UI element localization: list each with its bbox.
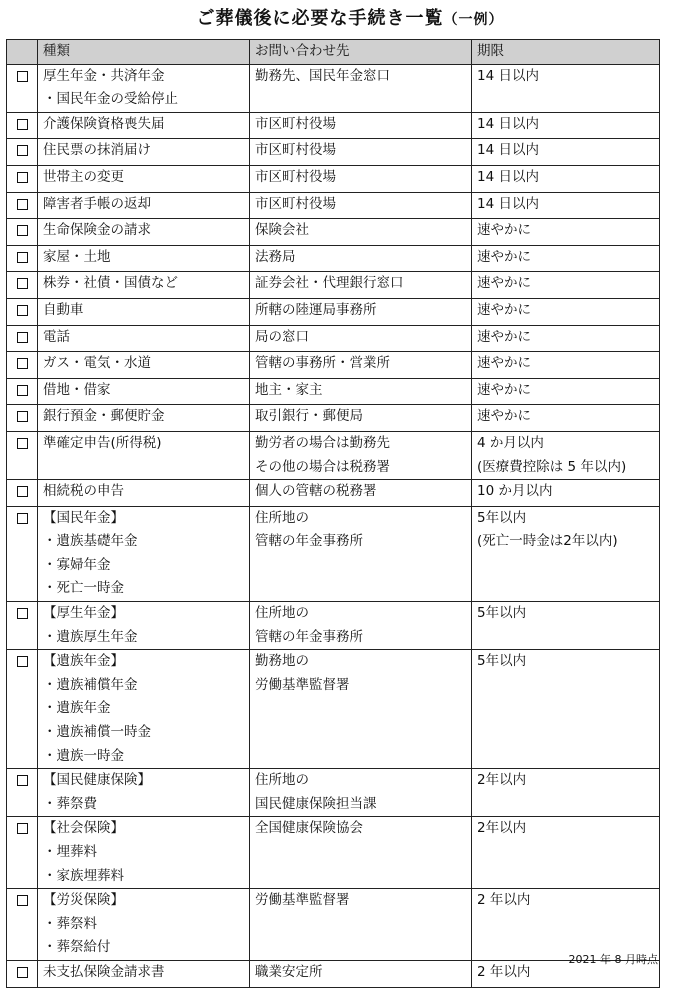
kind-line: ・家族埋葬料 [43,867,124,884]
table-row [7,431,660,479]
kind-line: 株券・社債・国債など [43,275,178,292]
contact-line: 勤労者の場合は勤務先 [255,434,390,451]
checkbox-cell [7,192,38,219]
kind-line: 住民票の抹消届け [43,142,151,159]
table-row [7,219,660,246]
table-row [7,298,660,325]
kind-cell [38,817,250,889]
contact-line: 証券会社・代理銀行窓口 [255,275,404,292]
table-row [7,272,660,299]
page-title [0,4,700,30]
checkbox-cell [7,272,38,299]
deadline-line: 速やかに [477,328,531,345]
kind-cell [38,960,250,987]
checkbox[interactable] [17,513,28,524]
kind-line: ・死亡一時金 [43,580,124,597]
kind-cell [38,219,250,246]
deadline-line: 5年以内 [477,509,527,526]
kind-line: ・遺族一時金 [43,747,124,764]
contact-line: 住所地の [255,772,309,789]
contact-line: 市区町村役場 [255,168,336,185]
checkbox-cell [7,480,38,507]
contact-cell [250,480,472,507]
deadline-line: (医療費控除は 5 年以内) [477,458,627,475]
header-kind: 種類 [38,40,250,65]
deadline-cell [472,325,660,352]
deadline-cell [472,769,660,817]
checkbox-cell [7,139,38,166]
table-row [7,64,660,112]
kind-cell [38,64,250,112]
contact-cell [250,405,472,432]
checkbox-cell [7,431,38,479]
deadline-cell [472,272,660,299]
kind-line: 相続税の申告 [43,483,124,500]
header-contact: お問い合わせ先 [250,40,472,65]
checkbox-cell [7,602,38,650]
kind-cell [38,272,250,299]
deadline-cell [472,602,660,650]
checkbox-cell [7,769,38,817]
checkbox-cell [7,298,38,325]
kind-line: 準確定申告(所得税) [43,434,162,451]
contact-cell [250,817,472,889]
deadline-line: 14 日以内 [477,142,539,159]
deadline-line: 速やかに [477,301,531,318]
table-row [7,889,660,961]
deadline-line: 4 か月以内 [477,434,544,451]
header-row [7,40,660,65]
contact-cell [250,245,472,272]
table-row [7,960,660,987]
checkbox[interactable] [17,775,28,786]
contact-line: 管轄の事務所・営業所 [255,355,390,372]
checkbox[interactable] [17,656,28,667]
contact-cell [250,272,472,299]
kind-line: 障害者手帳の返却 [43,195,151,212]
deadline-line: (死亡一時金は2年以内) [477,533,618,550]
contact-line: 管轄の年金事務所 [255,628,363,645]
contact-line: 所轄の陸運局事務所 [255,301,377,318]
kind-line: 【社会保険】 [43,820,124,837]
contact-line: 保険会社 [255,222,309,239]
contact-cell [250,960,472,987]
kind-line: ・遺族補償一時金 [43,724,151,741]
deadline-cell [472,245,660,272]
deadline-line: 速やかに [477,275,531,292]
kind-line: 借地・借家 [43,381,111,398]
checkbox[interactable] [17,199,28,210]
checkbox[interactable] [17,895,28,906]
checkbox-cell [7,960,38,987]
contact-line: 個人の管轄の税務署 [255,483,377,500]
checkbox-cell [7,506,38,601]
checkbox-cell [7,352,38,379]
table-row [7,245,660,272]
checkbox[interactable] [17,252,28,263]
kind-line: ・葬祭給付 [43,939,111,956]
kind-cell [38,480,250,507]
table-body [7,64,660,987]
checkbox-cell [7,325,38,352]
deadline-line: 5年以内 [477,605,527,622]
deadline-cell [472,480,660,507]
kind-line: ・遺族基礎年金 [43,533,138,550]
kind-line: 【厚生年金】 [43,605,124,622]
table-row [7,325,660,352]
kind-line: ・寡婦年金 [43,556,111,573]
checkbox-cell [7,112,38,139]
deadline-line: 2年以内 [477,772,527,789]
contact-cell [250,352,472,379]
table-row [7,112,660,139]
checkbox-cell [7,405,38,432]
checkbox[interactable] [17,486,28,497]
kind-cell [38,506,250,601]
contact-cell [250,112,472,139]
checkbox[interactable] [17,119,28,130]
deadline-cell [472,405,660,432]
contact-cell [250,650,472,769]
contact-line: 市区町村役場 [255,115,336,132]
kind-line: ・埋葬料 [43,844,97,860]
kind-cell [38,139,250,166]
table-row [7,405,660,432]
contact-line: 職業安定所 [255,963,323,980]
deadline-cell [472,817,660,889]
checkbox[interactable] [17,145,28,156]
kind-cell [38,192,250,219]
table-row [7,139,660,166]
checkbox-cell [7,889,38,961]
contact-line: 勤務先、国民年金窓口 [255,67,390,84]
deadline-cell [472,352,660,379]
kind-line: ・国民年金の受給停止 [43,91,178,108]
contact-cell [250,139,472,166]
kind-cell [38,298,250,325]
deadline-line: 10 か月以内 [477,483,553,500]
deadline-line: 速やかに [477,381,531,398]
kind-line: 【労災保険】 [43,892,124,909]
table-row [7,506,660,601]
checkbox[interactable] [17,278,28,289]
checkbox[interactable] [17,225,28,236]
contact-cell [250,165,472,192]
table-header [7,40,660,65]
deadline-cell [472,298,660,325]
checkbox-cell [7,219,38,246]
table-row [7,352,660,379]
contact-line: 住所地の [255,509,309,526]
checkbox-cell [7,817,38,889]
kind-cell [38,245,250,272]
checkbox[interactable] [17,332,28,343]
table-row [7,480,660,507]
contact-line: 局の窓口 [255,328,309,345]
deadline-cell [472,506,660,601]
header-checkbox-col [7,40,38,65]
deadline-line: 速やかに [477,355,531,372]
kind-line: ・遺族厚生年金 [43,628,138,645]
procedures-table [6,39,660,988]
kind-line: 家屋・土地 [43,248,111,265]
table-row [7,165,660,192]
kind-line: ・遺族年金 [43,700,111,717]
table-row [7,817,660,889]
deadline-line: 2 年以内 [477,963,531,980]
checkbox-cell [7,64,38,112]
contact-line: その他の場合は税務署 [255,458,390,475]
kind-cell [38,431,250,479]
deadline-line: 速やかに [477,222,531,239]
kind-line: 生命保険金の請求 [43,222,151,239]
kind-cell [38,769,250,817]
kind-line: 厚生年金・共済年金 [43,67,165,84]
contact-cell [250,298,472,325]
kind-cell [38,325,250,352]
contact-cell [250,378,472,405]
contact-line: 労働基準監督署 [255,892,350,909]
deadline-line: 速やかに [477,248,531,265]
contact-line: 労働基準監督署 [255,676,350,693]
kind-line: 介護保険資格喪失届 [43,115,165,132]
checkbox-cell [7,165,38,192]
contact-cell [250,325,472,352]
deadline-cell [472,431,660,479]
deadline-cell [472,219,660,246]
contact-line: 国民健康保険担当課 [255,795,377,812]
kind-line: ・葬祭費 [43,795,97,812]
contact-cell [250,769,472,817]
checkbox[interactable] [17,385,28,396]
kind-line: 【国民年金】 [43,509,124,526]
kind-line: ・遺族補償年金 [43,676,138,693]
deadline-line: 2 年以内 [477,892,531,909]
deadline-line: 14 日以内 [477,168,539,185]
contact-line: 全国健康保険協会 [255,820,363,837]
deadline-line: 14 日以内 [477,115,539,132]
kind-line: ・葬祭料 [43,915,97,932]
kind-cell [38,650,250,769]
deadline-cell [472,165,660,192]
kind-cell [38,352,250,379]
footnote: 2021 年 8 月時点 [568,953,658,966]
table-row [7,650,660,769]
title-subtitle: （一例） [443,12,504,28]
kind-line: 未支払保険金請求書 [43,963,165,980]
deadline-cell [472,192,660,219]
checkbox-cell [7,245,38,272]
kind-cell [38,889,250,961]
contact-cell [250,192,472,219]
deadline-line: 2年以内 [477,820,527,837]
title-text: ご葬儀後に必要な手続き一覧 [196,8,444,29]
kind-cell [38,405,250,432]
kind-cell [38,602,250,650]
deadline-cell [472,139,660,166]
checkbox[interactable] [17,967,28,978]
contact-cell [250,219,472,246]
deadline-line: 5年以内 [477,653,527,670]
checkbox[interactable] [17,608,28,619]
kind-line: 【遺族年金】 [43,653,124,670]
deadline-line: 速やかに [477,408,531,425]
contact-cell [250,431,472,479]
contact-line: 管轄の年金事務所 [255,533,363,550]
contact-cell [250,602,472,650]
checkbox[interactable] [17,172,28,183]
contact-line: 市区町村役場 [255,142,336,159]
table-row [7,192,660,219]
kind-line: 自動車 [43,301,84,318]
checkbox-cell [7,650,38,769]
contact-line: 取引銀行・郵便局 [255,408,363,425]
deadline-cell [472,378,660,405]
kind-cell [38,165,250,192]
contact-line: 市区町村役場 [255,195,336,212]
contact-line: 住所地の [255,605,309,622]
kind-line: 【国民健康保険】 [43,772,151,789]
kind-line: ガス・電気・水道 [43,355,151,372]
contact-line: 勤務地の [255,653,309,670]
kind-line: 電話 [43,328,70,345]
checkbox[interactable] [17,358,28,369]
kind-cell [38,378,250,405]
deadline-cell [472,64,660,112]
header-deadline: 期限 [472,40,660,65]
checkbox[interactable] [17,438,28,449]
checkbox[interactable] [17,71,28,82]
checkbox[interactable] [17,823,28,834]
deadline-cell [472,112,660,139]
checkbox-cell [7,378,38,405]
checkbox[interactable] [17,411,28,422]
deadline-line: 14 日以内 [477,195,539,212]
checkbox[interactable] [17,305,28,316]
contact-cell [250,506,472,601]
contact-cell [250,889,472,961]
contact-line: 法務局 [255,248,296,265]
deadline-line: 14 日以内 [477,67,539,84]
table-row [7,602,660,650]
contact-line: 地主・家主 [255,381,323,398]
deadline-cell [472,650,660,769]
kind-line: 銀行預金・郵便貯金 [43,408,165,425]
contact-cell [250,64,472,112]
table-row [7,378,660,405]
kind-line: 世帯主の変更 [43,168,124,185]
table-row [7,769,660,817]
kind-cell [38,112,250,139]
deadline-cell [472,889,660,961]
